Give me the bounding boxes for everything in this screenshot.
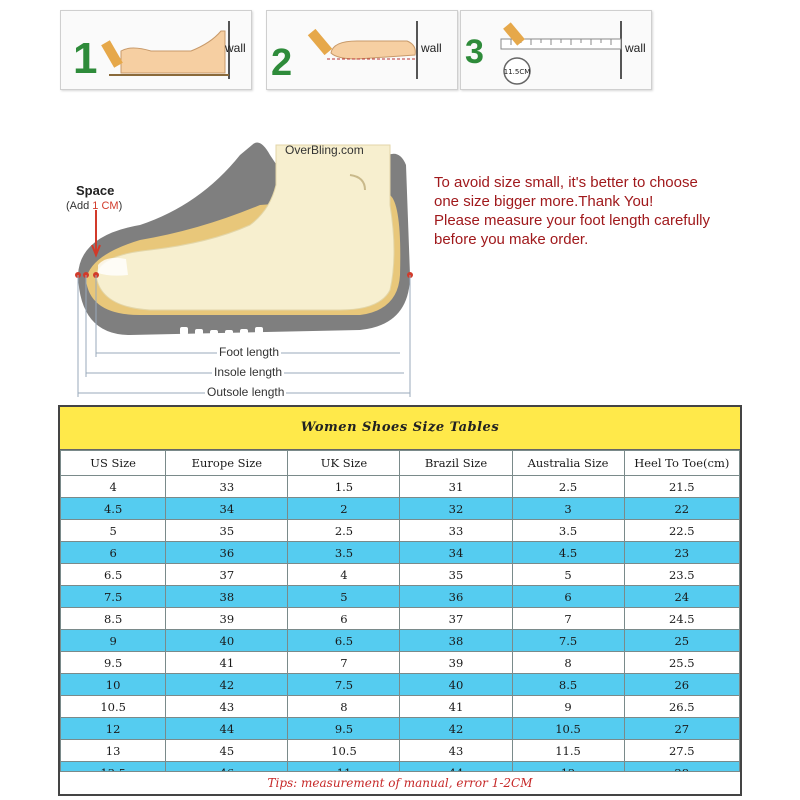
- table-row: [61, 608, 740, 630]
- table-row: [61, 696, 740, 718]
- table-cell: 38: [400, 630, 512, 652]
- outsole-length-label: Outsole length: [207, 385, 285, 399]
- table-row: [61, 652, 740, 674]
- step-1-wall-label: wall: [225, 41, 246, 55]
- table-cell: 9: [61, 630, 166, 652]
- shoe-foot-diagram: [0, 115, 430, 405]
- table-cell: 4.5: [512, 542, 624, 564]
- table-cell: 45: [166, 740, 288, 762]
- advice-line: Please measure your foot length carefully: [434, 212, 710, 229]
- table-cell: 4: [61, 476, 166, 498]
- table-cell: 25: [624, 630, 739, 652]
- table-cell: 6: [512, 586, 624, 608]
- table-cell: 7.5: [288, 674, 400, 696]
- step-2-wall-label: wall: [421, 41, 442, 55]
- table-cell: 10.5: [288, 740, 400, 762]
- step-1-number: 1: [73, 34, 98, 83]
- table-cell: 34: [400, 542, 512, 564]
- table-cell: 35: [400, 564, 512, 586]
- table-cell: 8.5: [61, 608, 166, 630]
- table-cell: 10: [61, 674, 166, 696]
- table-cell: 9: [512, 696, 624, 718]
- table-row: [61, 520, 740, 542]
- table-cell: 3: [512, 498, 624, 520]
- table-cell: 40: [400, 674, 512, 696]
- sizing-advice: [434, 173, 774, 249]
- table-cell: 37: [166, 564, 288, 586]
- table-cell: 40: [166, 630, 288, 652]
- foot-length-label: Foot length: [219, 345, 280, 359]
- table-cell: 39: [400, 652, 512, 674]
- size-table-grid: [60, 450, 740, 784]
- table-cell: 42: [400, 718, 512, 740]
- table-cell: 43: [166, 696, 288, 718]
- table-cell: 24: [624, 586, 739, 608]
- advice-line: one size bigger more.Thank You!: [434, 193, 654, 210]
- step-2-number: 2: [271, 42, 293, 84]
- table-row: [61, 740, 740, 762]
- advice-line: before you make order.: [434, 231, 589, 248]
- step-3-panel: [460, 10, 652, 90]
- table-cell: 35: [166, 520, 288, 542]
- table-cell: 22: [624, 498, 739, 520]
- table-cell: 43: [400, 740, 512, 762]
- table-cell: 8: [512, 652, 624, 674]
- table-cell: 27: [624, 718, 739, 740]
- table-cell: 6: [288, 608, 400, 630]
- size-table-body: [61, 476, 740, 784]
- table-cell: 5: [61, 520, 166, 542]
- table-row: [61, 718, 740, 740]
- table-cell: 5: [288, 586, 400, 608]
- table-row: [61, 630, 740, 652]
- table-cell: 32: [400, 498, 512, 520]
- measurement-tip: Tips: measurement of manual, error 1-2CM: [60, 771, 740, 794]
- column-header: Heel To Toe(cm): [624, 451, 739, 476]
- table-cell: 5: [512, 564, 624, 586]
- space-subtitle: (Add 1 CM): [66, 200, 123, 212]
- step-2-panel: [266, 10, 458, 90]
- table-row: [61, 564, 740, 586]
- advice-line: To avoid size small, it's better to choose: [434, 174, 698, 191]
- table-cell: 2.5: [512, 476, 624, 498]
- table-cell: 4: [288, 564, 400, 586]
- table-cell: 39: [166, 608, 288, 630]
- table-cell: 10.5: [61, 696, 166, 718]
- table-cell: 25.5: [624, 652, 739, 674]
- column-header: UK Size: [288, 451, 400, 476]
- table-cell: 31: [400, 476, 512, 498]
- table-cell: 1.5: [288, 476, 400, 498]
- table-cell: 2: [288, 498, 400, 520]
- table-cell: 7.5: [512, 630, 624, 652]
- column-header: US Size: [61, 451, 166, 476]
- table-cell: 8: [288, 696, 400, 718]
- table-cell: 33: [400, 520, 512, 542]
- table-cell: 36: [166, 542, 288, 564]
- table-cell: 3.5: [288, 542, 400, 564]
- table-cell: 37: [400, 608, 512, 630]
- table-cell: 26: [624, 674, 739, 696]
- table-cell: 10.5: [512, 718, 624, 740]
- table-cell: 41: [400, 696, 512, 718]
- table-cell: 7.5: [61, 586, 166, 608]
- column-header: Australia Size: [512, 451, 624, 476]
- insole-length-label: Insole length: [214, 365, 283, 379]
- step-3-number: 3: [465, 33, 484, 71]
- table-cell: 8.5: [512, 674, 624, 696]
- table-row: [61, 542, 740, 564]
- table-cell: 41: [166, 652, 288, 674]
- table-cell: 6: [61, 542, 166, 564]
- table-cell: 7: [512, 608, 624, 630]
- table-cell: 11.5: [512, 740, 624, 762]
- step-3-ruler-reading: 11.5CM: [503, 68, 531, 76]
- table-cell: 9.5: [61, 652, 166, 674]
- table-row: [61, 476, 740, 498]
- step-1-panel: [60, 10, 252, 90]
- table-cell: 42: [166, 674, 288, 696]
- table-cell: 38: [166, 586, 288, 608]
- table-cell: 2.5: [288, 520, 400, 542]
- table-cell: 9.5: [288, 718, 400, 740]
- table-cell: 6.5: [288, 630, 400, 652]
- table-cell: 22.5: [624, 520, 739, 542]
- table-cell: 7: [288, 652, 400, 674]
- table-row: [61, 674, 740, 696]
- table-cell: 34: [166, 498, 288, 520]
- table-cell: 6.5: [61, 564, 166, 586]
- table-cell: 27.5: [624, 740, 739, 762]
- column-header: Europe Size: [166, 451, 288, 476]
- step-1-illustration: [61, 11, 251, 89]
- table-cell: 24.5: [624, 608, 739, 630]
- table-cell: 3.5: [512, 520, 624, 542]
- size-table-title: Women Shoes Size Tables: [60, 407, 740, 450]
- table-cell: 13: [61, 740, 166, 762]
- step-3-wall-label: wall: [625, 41, 646, 55]
- table-cell: 23.5: [624, 564, 739, 586]
- measurement-steps: [60, 10, 660, 90]
- step-3-illustration: [461, 11, 651, 89]
- size-table-header-row: [61, 451, 740, 476]
- column-header: Brazil Size: [400, 451, 512, 476]
- brand-label: OverBling.com: [285, 143, 364, 157]
- space-title: Space: [76, 183, 115, 198]
- table-cell: 26.5: [624, 696, 739, 718]
- table-cell: 23: [624, 542, 739, 564]
- table-cell: 44: [166, 718, 288, 740]
- table-cell: 12: [61, 718, 166, 740]
- table-cell: 33: [166, 476, 288, 498]
- table-cell: 36: [400, 586, 512, 608]
- table-row: [61, 498, 740, 520]
- table-row: [61, 586, 740, 608]
- table-cell: 4.5: [61, 498, 166, 520]
- size-table: [58, 405, 742, 796]
- table-cell: 21.5: [624, 476, 739, 498]
